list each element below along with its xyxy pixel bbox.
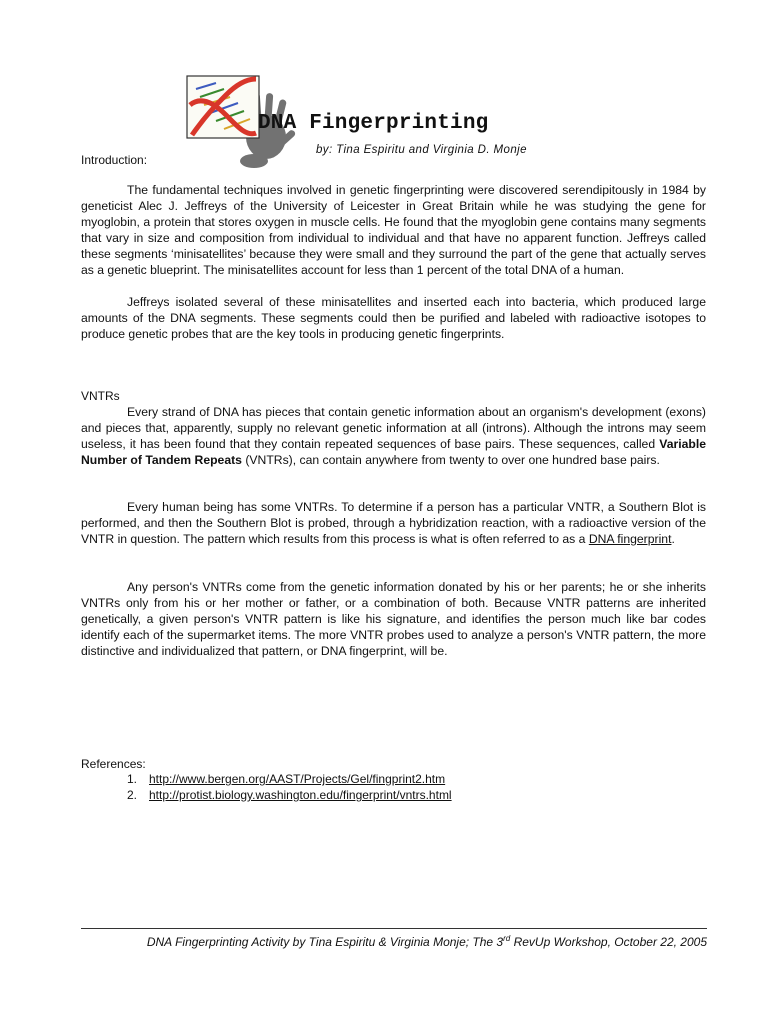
vntr-term: Variable Number of Tandem Repeats <box>81 437 706 467</box>
page-title: DNA Fingerprinting <box>258 112 489 135</box>
vntrs-paragraph-2: Every human being has some VNTRs. To determine if a person has a particular VNTR, a Southern Blot is performed, and then the Southern Blot is probed, through a hybridization reaction, with a radioactive version of the VNTR in question. The pattern which results from this process is what is often referred to as a DNA fingerprint. <box>81 500 706 546</box>
intro-paragraph-1: The fundamental techniques involved in genetic fingerprinting were discovered serendipitously in 1984 by geneticist Alec J. Jeffreys of the University of Leicester in Great Britain while he was studying the gene for myoglobin, a protein that stores oxygen in muscle cells. He found that the myoglobin gene contains many segments that vary in size and composition from individual to individual and that have no apparent function. Jeffreys called these segments ‘minisatellites’ because they were small and they surround the part of the gene that actually serves as a genetic blueprint. The minisatellites account for less than 1 percent of the total DNA of a human. <box>81 183 706 277</box>
footer-text: DNA Fingerprinting Activity by Tina Espiritu & Virginia Monje; The 3rd RevUp Workshop, October 22, 2005 <box>146 934 707 949</box>
reference-link[interactable]: http://protist.biology.washington.edu/fingerprint/vntrs.html <box>149 788 452 802</box>
vntrs-paragraph-1: Every strand of DNA has pieces that contain genetic information about an organism's development (exons) and pieces that, apparently, supply no relevant genetic information at all (introns). Although the introns may seem useless, it has been found that they contain repeated sequences of base pairs. These sequences, called Variable Number of Tandem Repeats (VNTRs), can contain anywhere from twenty to over one hundred base pairs. <box>81 405 706 467</box>
references-list <box>127 771 452 803</box>
reference-item: 1. http://www.bergen.org/AAST/Projects/Gel/fingprint2.htm <box>127 772 446 786</box>
introduction-label: Introduction: <box>81 153 148 167</box>
vntrs-label: VNTRs <box>81 389 120 403</box>
reference-item: 2. http://protist.biology.washington.edu/fingerprint/vntrs.html <box>127 788 452 802</box>
intro-paragraph-2: Jeffreys isolated several of these minisatellites and inserted each into bacteria, which produced large amounts of the DNA segments. These segments could then be purified and labeled with radioactive isotopes to produce genetic probes that are the key tools in producing genetic fingerprints. <box>81 295 706 341</box>
dna-fingerprint-term: DNA fingerprint <box>588 532 672 546</box>
byline: by: Tina Espiritu and Virginia D. Monje <box>316 144 527 156</box>
reference-link[interactable]: http://www.bergen.org/AAST/Projects/Gel/fingprint2.htm <box>149 772 446 786</box>
footer-divider <box>81 928 707 929</box>
references-label: References: <box>81 757 146 771</box>
vntrs-paragraph-3: Any person's VNTRs come from the genetic information donated by his or her parents; he or she inherits VNTRs only from his or her mother or father, or a combination of both. Because VNTR patterns are inherited genetically, a given person's VNTR pattern is like his signature, and identifies the person much like bar codes identify each of the supermarket items. The more VNTR probes used to analyze a person's VNTR pattern, the more distinctive and individualized that pattern, or DNA fingerprint, will be. <box>81 580 706 658</box>
